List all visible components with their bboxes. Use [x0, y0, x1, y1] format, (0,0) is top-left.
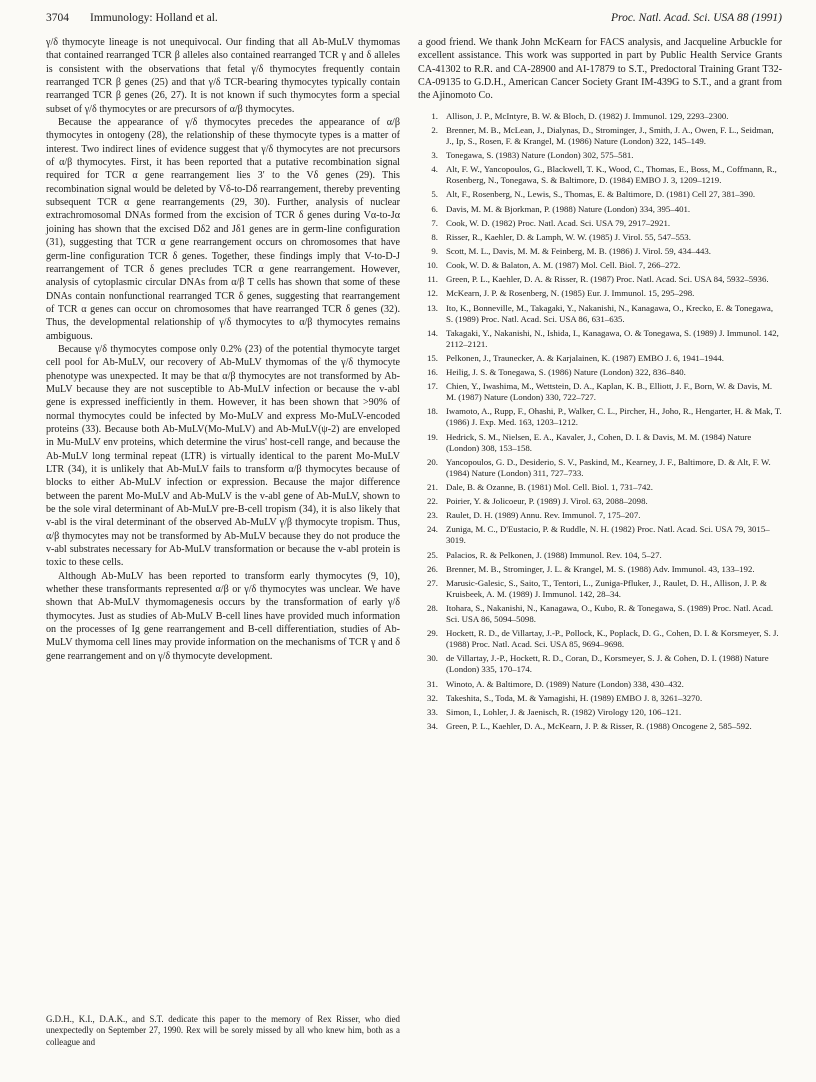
reference-item — [418, 603, 782, 625]
reference-item — [418, 274, 782, 285]
reference-number: 7. — [431, 217, 438, 228]
reference-item — [418, 367, 782, 378]
reference-text: Poirier, Y. & Jolicoeur, P. (1989) J. Virol. 63, 2088–2098. — [446, 496, 648, 507]
reference-item — [418, 232, 782, 243]
reference-text: Cook, W. D. (1982) Proc. Natl. Acad. Sci. USA 79, 2917–2921. — [446, 217, 671, 228]
reference-item — [418, 550, 782, 561]
reference-number: 17. — [427, 381, 438, 392]
reference-number: 12. — [427, 288, 438, 299]
body-paragraph: Because the appearance of γ/δ thymocytes precedes the appearance of α/β thymocytes in ontogeny (28), the relationship of these thymocyte types is a matter of interest. Two indirect lines of evidence suggest that γ/δ thymocytes are not precursors of α/β thymocytes. First, it has been reported that a putative recombination signal required for TCR α gene rearrangement lies 3′ to the Vδ genes (29). This recombination signal would be deleted by Vδ-to-Dδ rearrangement, thereby preventing subsequent TCR α gene rearrangements (29, 30). Further, analysis of nuclear extrachromosomal DNAs formed from the excision of TCR δ genes during Vα-to-Jα joining has shown that the excised Dδ2 and Jδ1 genes are in germ-line configuration (31), suggesting that TCR α gene rearrangement occurs on chromosomes that have germ-line configuration TCR δ genes. Together, these findings imply that V-to-D-J rearrangement of TCR δ genes precludes TCR α gene rearrangement. However, analysis of cytoplasmic circular DNAs from α/β T cells has shown that some of these DNAs contain nonfunctional rearranged TCR δ genes, suggesting that rearrangement of TCR α genes can occur on chromosomes that have rearranged TCR δ genes (32). Thus, the developmental relationship of γ/δ thymocytes to α/β thymocytes remains ambiguous. — [46, 117, 400, 342]
reference-item — [418, 164, 782, 186]
reference-item — [418, 303, 782, 325]
body-paragraph: Because γ/δ thymocytes compose only 0.2% (23) of the potential thymocyte target cell pool for Ab-MuLV, our recovery of Ab-MuLV thymomas of the γ/δ thymocyte phenotype was unexpected. It may be that α/β thymocytes are not transformed by Ab-MuLV because they are not susceptible to Ab-MuLV infection or because the v-abl gene is expressed inefficiently in them. However, it has been shown that >90% of normal thymocytes could be infected by Mo-MuLV and express Mo-MuLV-encoded proteins (33). Because both Ab-MuLV(Mo-MuLV) and Ab-MuLV(ψ-2) are enveloped in Mu-MuLV env proteins, which determine the virus' host-cell range, and because the Ab-MuLV long terminal repeat (LTR) is virtually identical to the parent Mo-MuLV LTR (34), it is unlikely that Ab-MuLV fails to transform α/β thymocytes because of blocks to either Ab-MuLV infection or expression. Because the major difference between the parent Mo-MuLV and Ab-MuLV is the v-abl gene of Ab-MuLV, shown to be the sole viral determinant of Ab-MuLV pre-B-cell tropism (34), it is also likely that v-abl is the viral determinant of the observed Ab-MuLV γ/β thymocyte tropism. Thus, α/β thymocytes may not be transformed by Ab-MuLV because they do not produce the v-abl substrates necessary for Ab-MuLV transformation or because the v-abl protein is toxic to these cells. — [46, 343, 400, 569]
reference-number: 18. — [427, 406, 438, 417]
reference-number: 3. — [431, 150, 438, 161]
reference-item — [418, 721, 782, 732]
reference-number: 14. — [427, 327, 438, 338]
reference-number: 13. — [427, 302, 438, 313]
reference-item — [418, 150, 782, 161]
reference-text: Hockett, R. D., de Villartay, J.-P., Pollock, K., Poplack, D. G., Cohen, D. I. & Korsmeyer, S. J. (1988) Proc. Natl. Acad. Sci. USA 85, 9694–9698. — [446, 628, 779, 650]
reference-number: 28. — [427, 602, 438, 613]
reference-text: Green, P. L., Kaehler, D. A., McKearn, J. P. & Risser, R. (1988) Oncogene 2, 585–592. — [446, 720, 752, 731]
reference-number: 9. — [431, 245, 438, 256]
acknowledgment: a good friend. We thank John McKearn for FACS analysis, and Jacqueline Arbuckle for excellent assistance. This work was supported in part by Public Health Service Grants CA-41302 to R.R. and CA-28900 and AI-17879 to S.T., Predoctoral Training Grant T32-CA-09135 to G.D.H., American Cancer Society Grant IM-439G to S.T., and a grant from the Ajinomoto Co. — [418, 37, 782, 102]
reference-number: 21. — [427, 481, 438, 492]
reference-item — [418, 707, 782, 718]
reference-text: Scott, M. L., Davis, M. M. & Feinberg, M. B. (1986) J. Virol. 59, 434–443. — [446, 245, 712, 256]
reference-text: Cook, W. D. & Balaton, A. M. (1987) Mol. Cell. Biol. 7, 266–272. — [446, 260, 681, 271]
left-column — [46, 36, 400, 663]
reference-text: Ito, K., Bonneville, M., Takagaki, Y., Nakanishi, N., Kanagawa, O., Krecko, E. & Tonegawa, S. (1989) Proc. Natl. Acad. Sci. USA 86, 631–635. — [446, 302, 774, 324]
reference-item — [418, 564, 782, 575]
reference-number: 34. — [427, 720, 438, 731]
reference-number: 4. — [431, 164, 438, 175]
reference-number: 30. — [427, 653, 438, 664]
reference-number: 6. — [431, 203, 438, 214]
reference-number: 11. — [427, 274, 438, 285]
reference-text: Pelkonen, J., Traunecker, A. & Karjalainen, K. (1987) EMBO J. 6, 1941–1944. — [446, 352, 724, 363]
reference-number: 8. — [431, 231, 438, 242]
reference-number: 24. — [427, 524, 438, 535]
reference-item — [418, 679, 782, 690]
reference-item — [418, 524, 782, 546]
page-number: 3704 — [46, 12, 69, 24]
reference-number: 16. — [427, 367, 438, 378]
reference-text: Yancopoulos, G. D., Desiderio, S. V., Paskind, M., Kearney, J. F., Baltimore, D. & Alt, F. W. (1984) Nature (London) 311, 727–733. — [446, 456, 771, 478]
reference-text: Risser, R., Kaehler, D. & Lamph, W. W. (1985) J. Virol. 55, 547–553. — [446, 231, 691, 242]
reference-item — [418, 246, 782, 257]
reference-text: Marusic-Galesic, S., Saito, T., Tentori, L., Zuniga-Pfluker, J., Raulet, D. H., Allison, J. P. & Kruisbeek, A. M. (1989) J. Immunol. 142, 28–34. — [446, 577, 767, 599]
right-column — [418, 36, 782, 735]
reference-text: Brenner, M. B., McLean, J., Dialynas, D., Strominger, J., Smith, J. A., Owen, F. L., Seidman, J., Ip, S., Rosen, F. & Krangel, M. (1986) Nature (London) 322, 145–149. — [446, 124, 774, 146]
reference-number: 23. — [427, 510, 438, 521]
reference-text: Hedrick, S. M., Nielsen, E. A., Kavaler, J., Cohen, D. I. & Davis, M. M. (1984) Nature (London) 308, 153–158. — [446, 431, 752, 453]
reference-number: 22. — [427, 496, 438, 507]
body-paragraph: γ/δ thymocyte lineage is not unequivocal. Our finding that all Ab-MuLV thymomas that contained rearranged TCR β alleles also contained rearranged TCR γ and δ alleles is consistent with the observations that fetal γ/δ thymocytes frequently contain rearranged TCR β genes (25) and that γ/δ TCR-bearing thymocytes typically contain rearranged TCR β genes (26, 27). It is not known if such thymocytes form a special subset of γ/δ thymocytes or are precursors of α/β thymocytes. — [46, 37, 400, 115]
body-paragraph: Although Ab-MuLV has been reported to transform early thymocytes (9, 10), whether these transformants represented α/β or γ/δ thymocytes was unclear. We have shown that Ab-MuLV thymomagenesis occurs by the transformation of early γ/δ thymocytes. Just as studies of Ab-MuLV B-cell lines have provided much information on the processes of Ig gene rearrangement and B-cell differentiation, studies of Ab-MuLV thymoma cell lines may provide information on the mechanisms of TCR γ and δ gene rearrangement and on γ/δ thymocyte development. — [46, 570, 400, 662]
reference-number: 33. — [427, 706, 438, 717]
reference-text: Winoto, A. & Baltimore, D. (1989) Nature (London) 338, 430–432. — [446, 678, 684, 689]
reference-item — [418, 328, 782, 350]
reference-text: Iwamoto, A., Rupp, F., Ohashi, P., Walker, C. L., Pircher, H., Joho, R., Hengarter, H. & Mak, T. (1986) J. Exp. Med. 163, 1203–1212. — [446, 406, 782, 428]
reference-text: Allison, J. P., McIntyre, B. W. & Bloch, D. (1982) J. Immunol. 129, 2293–2300. — [446, 110, 729, 121]
reference-number: 2. — [431, 124, 438, 135]
reference-text: Chien, Y., Iwashima, M., Wettstein, D. A., Kaplan, K. B., Elliott, J. F., Born, W. & Davis, M. M. (1987) Nature (London) 330, 722–727. — [446, 381, 773, 403]
reference-text: Tonegawa, S. (1983) Nature (London) 302, 575–581. — [446, 150, 634, 161]
reference-text: Simon, I., Lohler, J. & Jaenisch, R. (1982) Virology 120, 106–121. — [446, 706, 682, 717]
reference-item — [418, 111, 782, 122]
reference-text: McKearn, J. P. & Rosenberg, N. (1985) Eur. J. Immunol. 15, 295–298. — [446, 288, 695, 299]
reference-text: Raulet, D. H. (1989) Annu. Rev. Immunol. 7, 175–207. — [446, 510, 641, 521]
reference-item — [418, 510, 782, 521]
reference-number: 15. — [427, 352, 438, 363]
reference-text: Brenner, M. B., Strominger, J. L. & Krangel, M. S. (1988) Adv. Immunol. 43, 133–192. — [446, 563, 755, 574]
reference-number: 29. — [427, 628, 438, 639]
reference-item — [418, 693, 782, 704]
reference-text: Takagaki, Y., Nakanishi, N., Ishida, I., Kanagawa, O. & Tonegawa, S. (1989) J. Immunol. 142, 2112–2121. — [446, 327, 779, 349]
reference-text: Takeshita, S., Toda, M. & Yamagishi, H. (1989) EMBO J. 8, 3261–3270. — [446, 692, 703, 703]
reference-item — [418, 496, 782, 507]
reference-number: 25. — [427, 549, 438, 560]
reference-text: Alt, F. W., Yancopoulos, G., Blackwell, T. K., Wood, C., Thomas, E., Boss, M., Coffmann, R., Rosenberg, N., Tonegawa, S. & Baltimore, D. (1984) EMBO J. 3, 1209–1219. — [446, 164, 777, 186]
reference-list — [418, 111, 782, 732]
reference-item — [418, 482, 782, 493]
reference-text: Itohara, S., Nakanishi, N., Kanagawa, O., Kubo, R. & Tonegawa, S. (1989) Proc. Natl. Acad. Sci. USA 86, 5094–5098. — [446, 602, 774, 625]
reference-item — [418, 125, 782, 147]
reference-text: Palacios, R. & Pelkonen, J. (1988) Immunol. Rev. 104, 5–27. — [446, 549, 662, 560]
reference-item — [418, 406, 782, 428]
reference-number: 26. — [427, 563, 438, 574]
reference-item — [418, 260, 782, 271]
reference-item — [418, 288, 782, 299]
reference-item — [418, 381, 782, 403]
reference-text: Davis, M. M. & Bjorkman, P. (1988) Nature (London) 334, 395–401. — [446, 203, 691, 214]
reference-number: 1. — [431, 110, 438, 121]
reference-text: Green, P. L., Kaehler, D. A. & Risser, R. (1987) Proc. Natl. Acad. Sci. USA 84, 5932–5936. — [446, 274, 769, 285]
journal-citation: Proc. Natl. Acad. Sci. USA 88 (1991) — [611, 12, 782, 24]
reference-number: 5. — [431, 189, 438, 200]
reference-number: 31. — [427, 678, 438, 689]
reference-item — [418, 432, 782, 454]
reference-text: Zuniga, M. C., D'Eustacio, P. & Ruddle, N. H. (1982) Proc. Natl. Acad. Sci. USA 79, 3015–3019. — [446, 524, 770, 546]
reference-item — [418, 578, 782, 600]
dedication-note: G.D.H., K.I., D.A.K., and S.T. dedicate this paper to the memory of Rex Risser, who died unexpectedly on September 27, 1990. Rex will be sorely missed by all who knew him, both as a colleague and — [46, 1014, 400, 1047]
reference-item — [418, 204, 782, 215]
reference-item — [418, 653, 782, 675]
reference-number: 19. — [427, 431, 438, 442]
reference-item — [418, 353, 782, 364]
reference-number: 32. — [427, 692, 438, 703]
reference-number: 20. — [427, 456, 438, 467]
reference-text: Dale, B. & Ozanne, B. (1981) Mol. Cell. Biol. 1, 731–742. — [446, 481, 653, 492]
reference-text: de Villartay, J.-P., Hockett, R. D., Coran, D., Korsmeyer, S. J. & Cohen, D. I. (1988) Nature (London) 335, 170–174. — [446, 653, 769, 675]
reference-item — [418, 189, 782, 200]
page-header — [46, 12, 782, 30]
reference-number: 10. — [427, 260, 438, 271]
reference-text: Alt, F., Rosenberg, N., Lewis, S., Thomas, E. & Baltimore, D. (1981) Cell 27, 381–390. — [446, 189, 756, 200]
reference-item — [418, 457, 782, 479]
reference-text: Heilig, J. S. & Tonegawa, S. (1986) Nature (London) 322, 836–840. — [446, 367, 686, 378]
reference-item — [418, 628, 782, 650]
running-head: Immunology: Holland et al. — [90, 12, 218, 24]
reference-item — [418, 218, 782, 229]
reference-number: 27. — [427, 577, 438, 588]
